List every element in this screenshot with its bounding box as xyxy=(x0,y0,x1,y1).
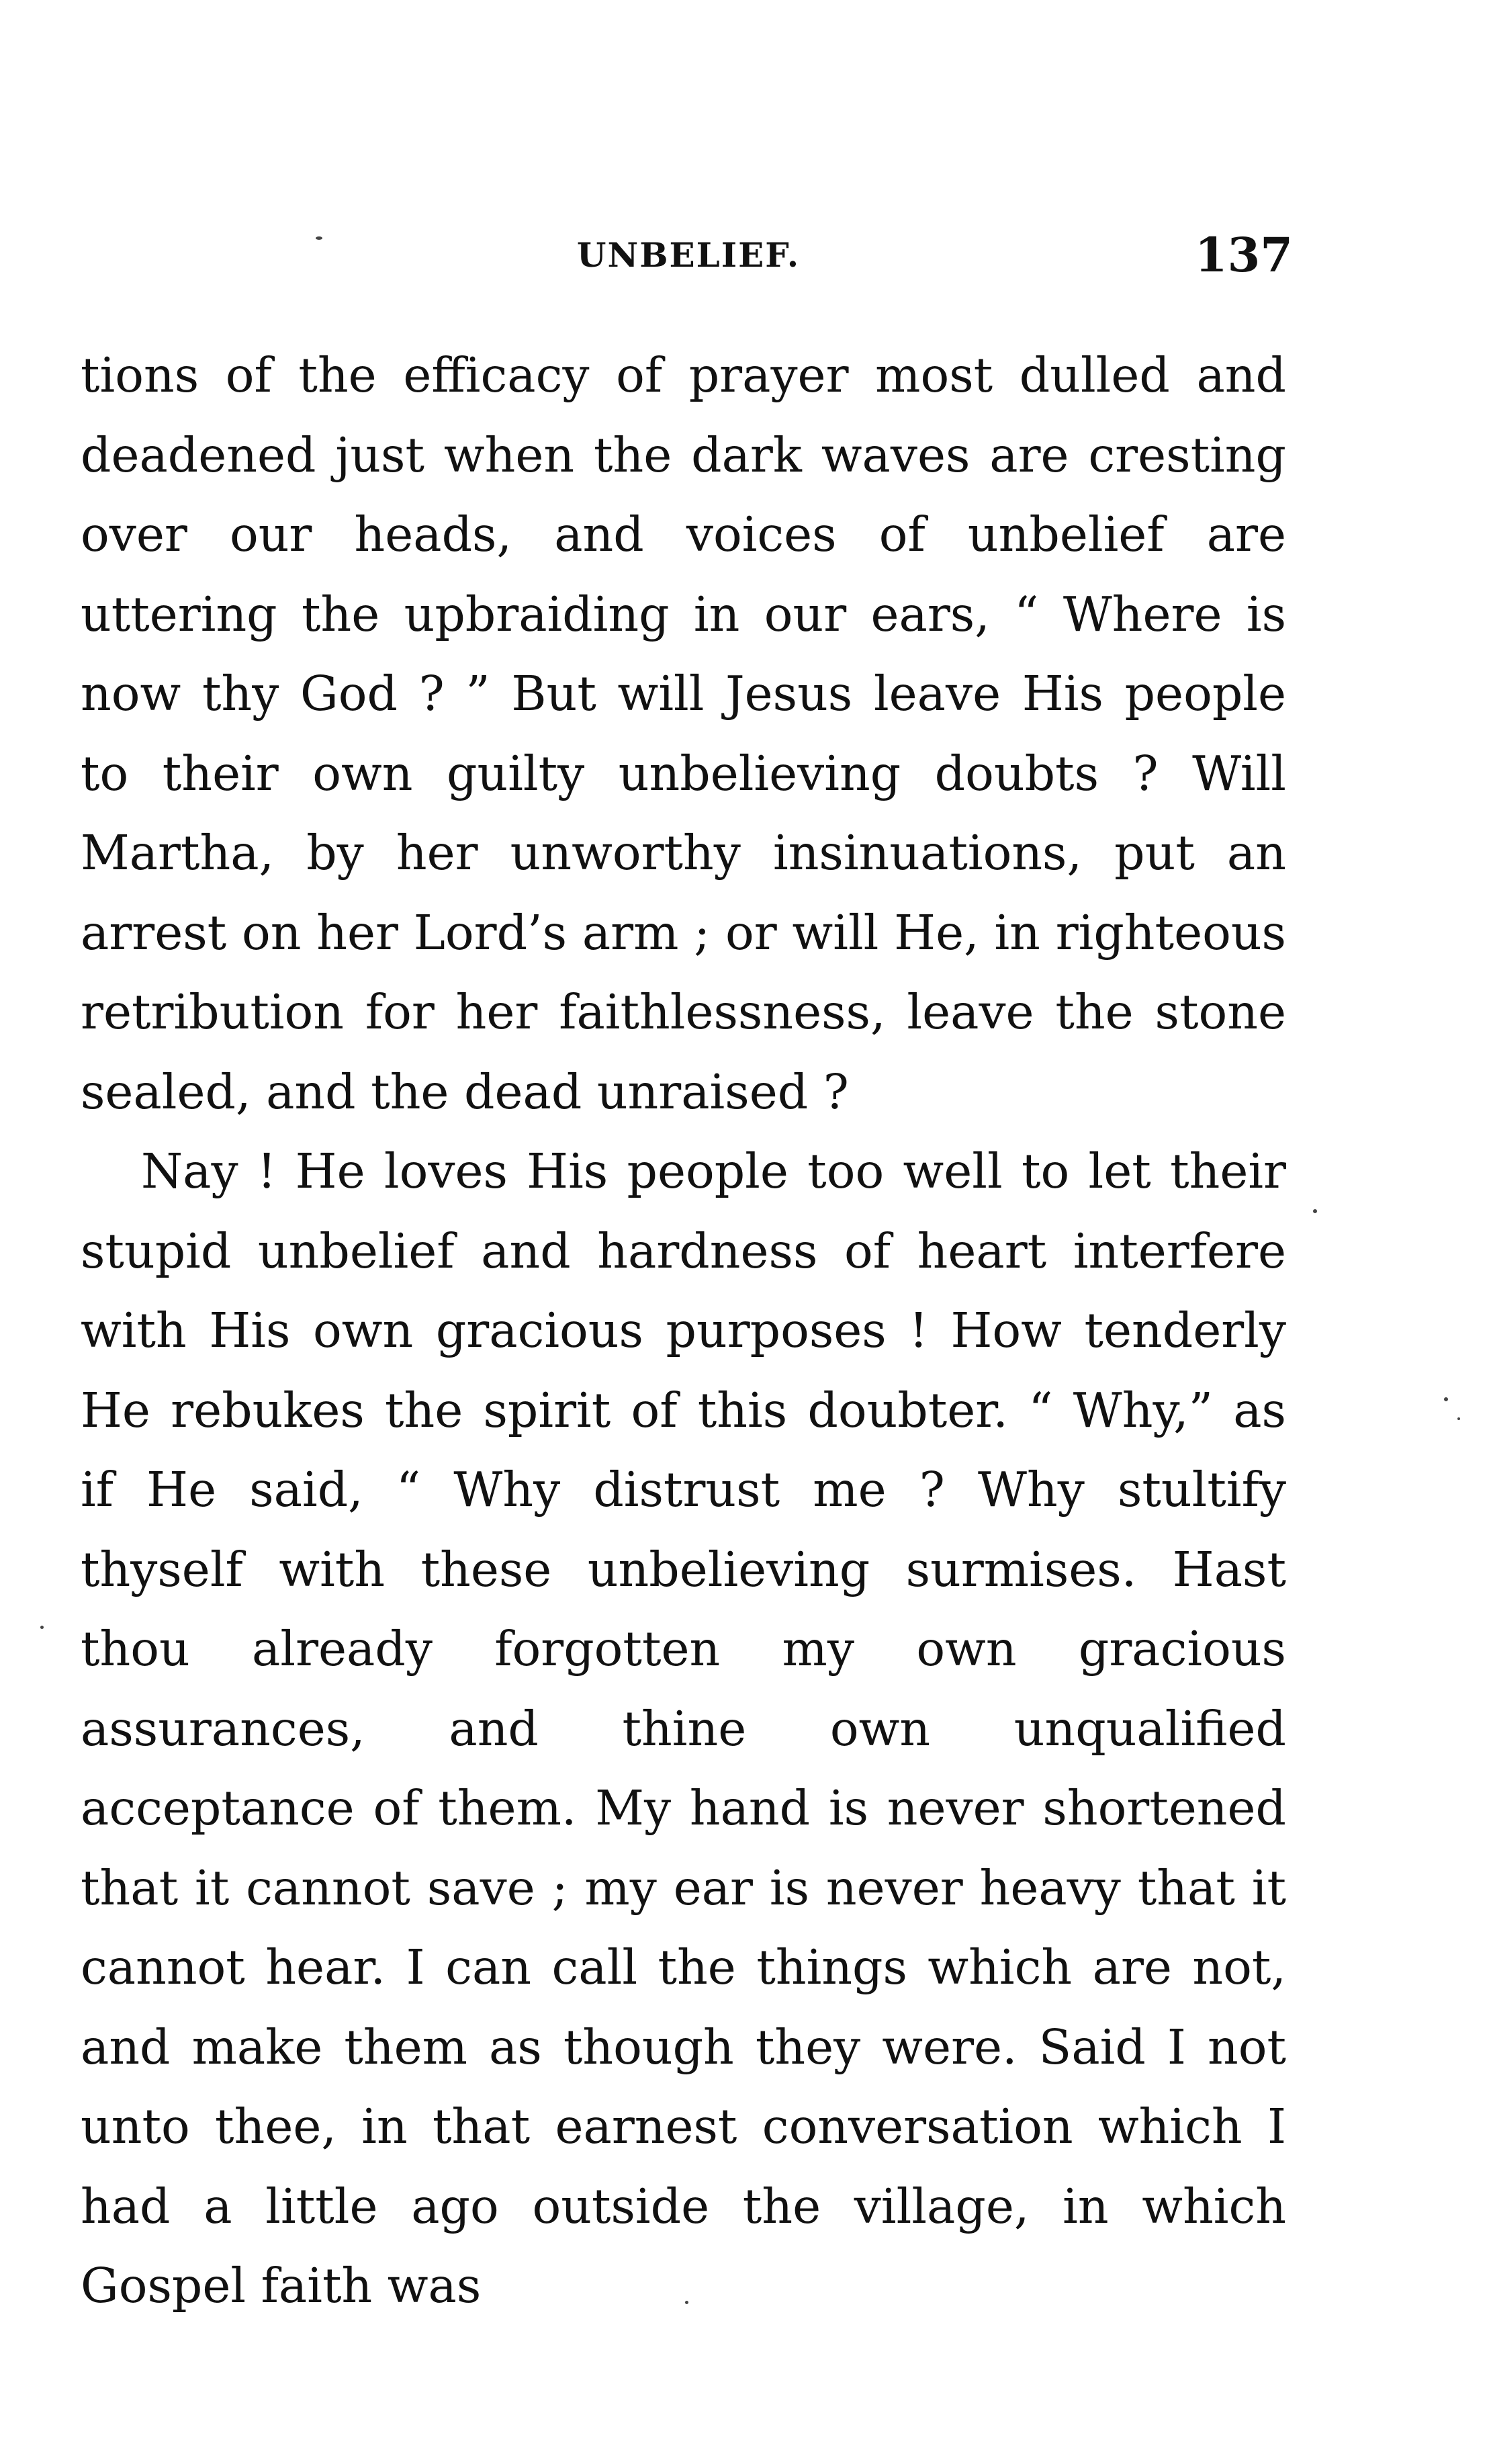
print-speck xyxy=(685,2301,688,2304)
running-title: UNBELIEF. xyxy=(576,235,801,275)
print-speck xyxy=(40,1626,44,1629)
page-number: 137 xyxy=(1194,227,1293,283)
print-speck xyxy=(1444,1397,1448,1401)
print-speck xyxy=(1313,1209,1317,1213)
body-text xyxy=(81,336,1286,2326)
running-head xyxy=(84,225,1293,285)
paragraph: Nay ! He loves His people too well to let their stupid unbelief and hardness of heart interfere with His own gracious purposes ! How tenderly He rebukes the spirit of this doubter. “ Why,” as if He said, “ Why distrust me ? Why stultify thyself with these unbelieving surmises. Hast thou already forgotten my own gracious assurances, and thine own unqualified acceptance of them. My hand is never shortened that it cannot save ; my ear is never heavy that it cannot hear. I can call the things which are not, and make them as though they were. Said I not unto thee, in that earnest conversation which I had a little ago outside the village, in which Gospel faith was xyxy=(81,1143,1286,2314)
print-speck xyxy=(1457,1417,1460,1420)
paragraph-continued: tions of the efficacy of prayer most dulled and deadened just when the dark waves are cresting over our heads, and voices of unbelief are uttering the upbraiding in our ears, “ Where is now thy God ? ” But will Jesus leave His people to their own guilty unbelieving doubts ? Will Martha, by her unworthy insinuations, put an arrest on her Lord’s arm ; or will He, in righteous retribution for her faithlessness, leave the stone sealed, and the dead unraised ? xyxy=(81,347,1286,1120)
